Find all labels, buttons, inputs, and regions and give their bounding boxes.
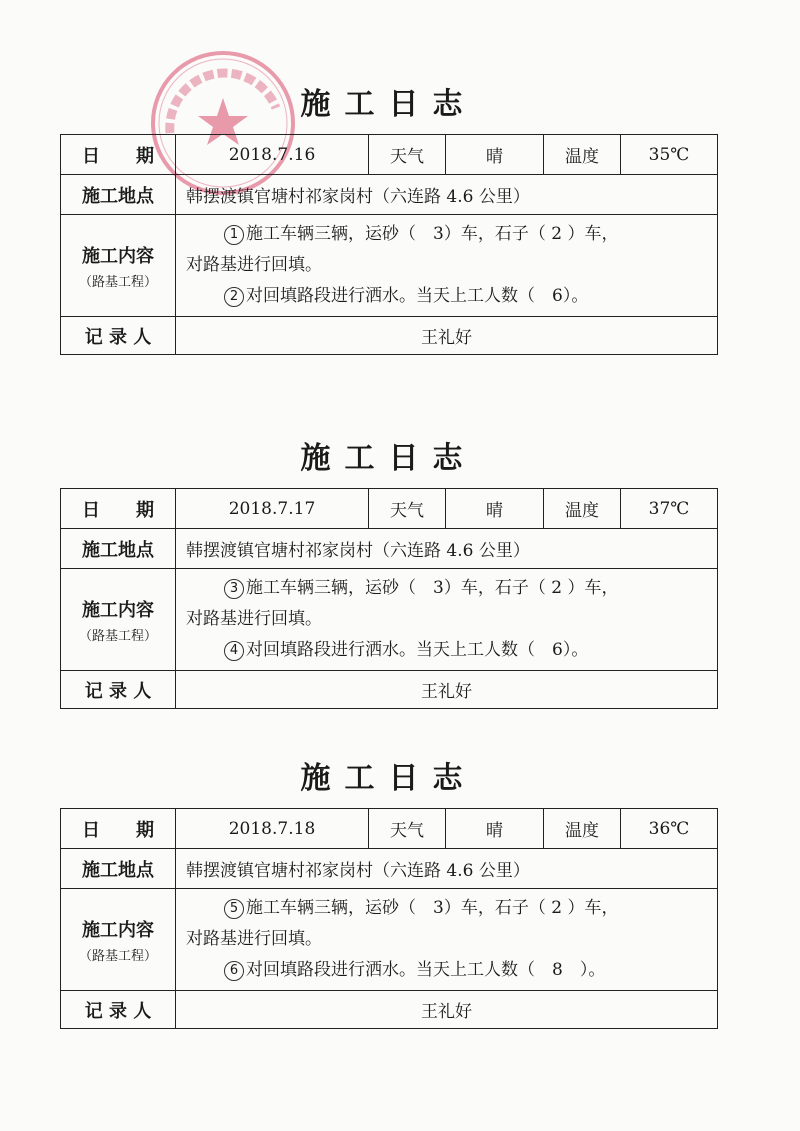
content-item-1 [186,219,707,250]
item-number: 1 [224,225,244,245]
item-number: 2 [224,287,244,307]
date-value: 2018.7.17 [176,489,369,529]
content-item-1 [186,893,707,924]
temperature-value: 35℃ [621,135,718,175]
temperature-value: 36℃ [621,809,718,849]
location-label: 施工地点 [61,529,176,569]
recorder-value: 王礼好 [176,317,718,355]
content-item-1 [186,573,707,604]
log-title: 施工日志 [300,441,477,476]
recorder-value: 王礼好 [176,671,718,709]
location-value: 韩摆渡镇官塘村祁家岗村（六连路 4.6 公里） [176,529,718,569]
location-value: 韩摆渡镇官塘村祁家岗村（六连路 4.6 公里） [176,175,718,215]
recorder-label: 记 录 人 [61,317,176,355]
weather-label: 天气 [369,489,446,529]
content-label-cell [61,215,176,317]
content-item-1-continued: 对路基进行回填。 [186,255,322,275]
location-label: 施工地点 [61,175,176,215]
temperature-value: 37℃ [621,489,718,529]
date-value: 2018.7.16 [176,135,369,175]
weather-value: 晴 [446,809,544,849]
content-item-1-continued: 对路基进行回填。 [186,929,322,949]
recorder-value: 王礼好 [176,991,718,1029]
weather-value: 晴 [446,489,544,529]
content-item-1-continued: 对路基进行回填。 [186,609,322,629]
recorder-label: 记 录 人 [61,991,176,1029]
content-sublabel: （路基工程） [78,274,157,290]
content-value [176,889,718,991]
date-label: 日 期 [61,135,176,175]
log-table [60,134,718,355]
temperature-label: 温度 [544,809,621,849]
content-value [176,215,718,317]
item-number: 5 [224,899,244,919]
item-number: 6 [224,961,244,981]
log-table [60,488,718,709]
content-sublabel: （路基工程） [78,948,157,964]
content-label: 施工内容 [82,245,154,267]
content-sublabel: （路基工程） [78,628,157,644]
construction-log-3 [60,756,717,1029]
item-text: 对回填路段进行洒水。当天上工人数（ 6）。 [246,640,589,660]
item-text: 施工车辆三辆，运砂（ 3）车，石子（ 2 ）车， [246,224,619,244]
weather-value: 晴 [446,135,544,175]
date-label: 日 期 [61,809,176,849]
item-text: 施工车辆三辆，运砂（ 3）车，石子（ 2 ）车， [246,578,619,598]
log-title: 施工日志 [300,87,477,122]
content-label-cell [61,569,176,671]
content-value [176,569,718,671]
recorder-label: 记 录 人 [61,671,176,709]
content-item-2 [186,281,707,312]
temperature-label: 温度 [544,135,621,175]
log-table [60,808,718,1029]
item-text: 施工车辆三辆，运砂（ 3）车，石子（ 2 ）车， [246,898,619,918]
content-label-cell [61,889,176,991]
item-text: 对回填路段进行洒水。当天上工人数（ 6）。 [246,286,589,306]
date-label: 日 期 [61,489,176,529]
item-number: 3 [224,579,244,599]
content-label: 施工内容 [82,599,154,621]
location-label: 施工地点 [61,849,176,889]
content-label: 施工内容 [82,919,154,941]
construction-log-2 [60,436,717,709]
temperature-label: 温度 [544,489,621,529]
location-value: 韩摆渡镇官塘村祁家岗村（六连路 4.6 公里） [176,849,718,889]
item-text: 对回填路段进行洒水。当天上工人数（ 8 ）。 [246,960,606,980]
weather-label: 天气 [369,809,446,849]
item-number: 4 [224,641,244,661]
content-item-2 [186,635,707,666]
weather-label: 天气 [369,135,446,175]
date-value: 2018.7.18 [176,809,369,849]
construction-log-1 [60,82,717,355]
log-title: 施工日志 [300,761,477,796]
content-item-2 [186,955,707,986]
